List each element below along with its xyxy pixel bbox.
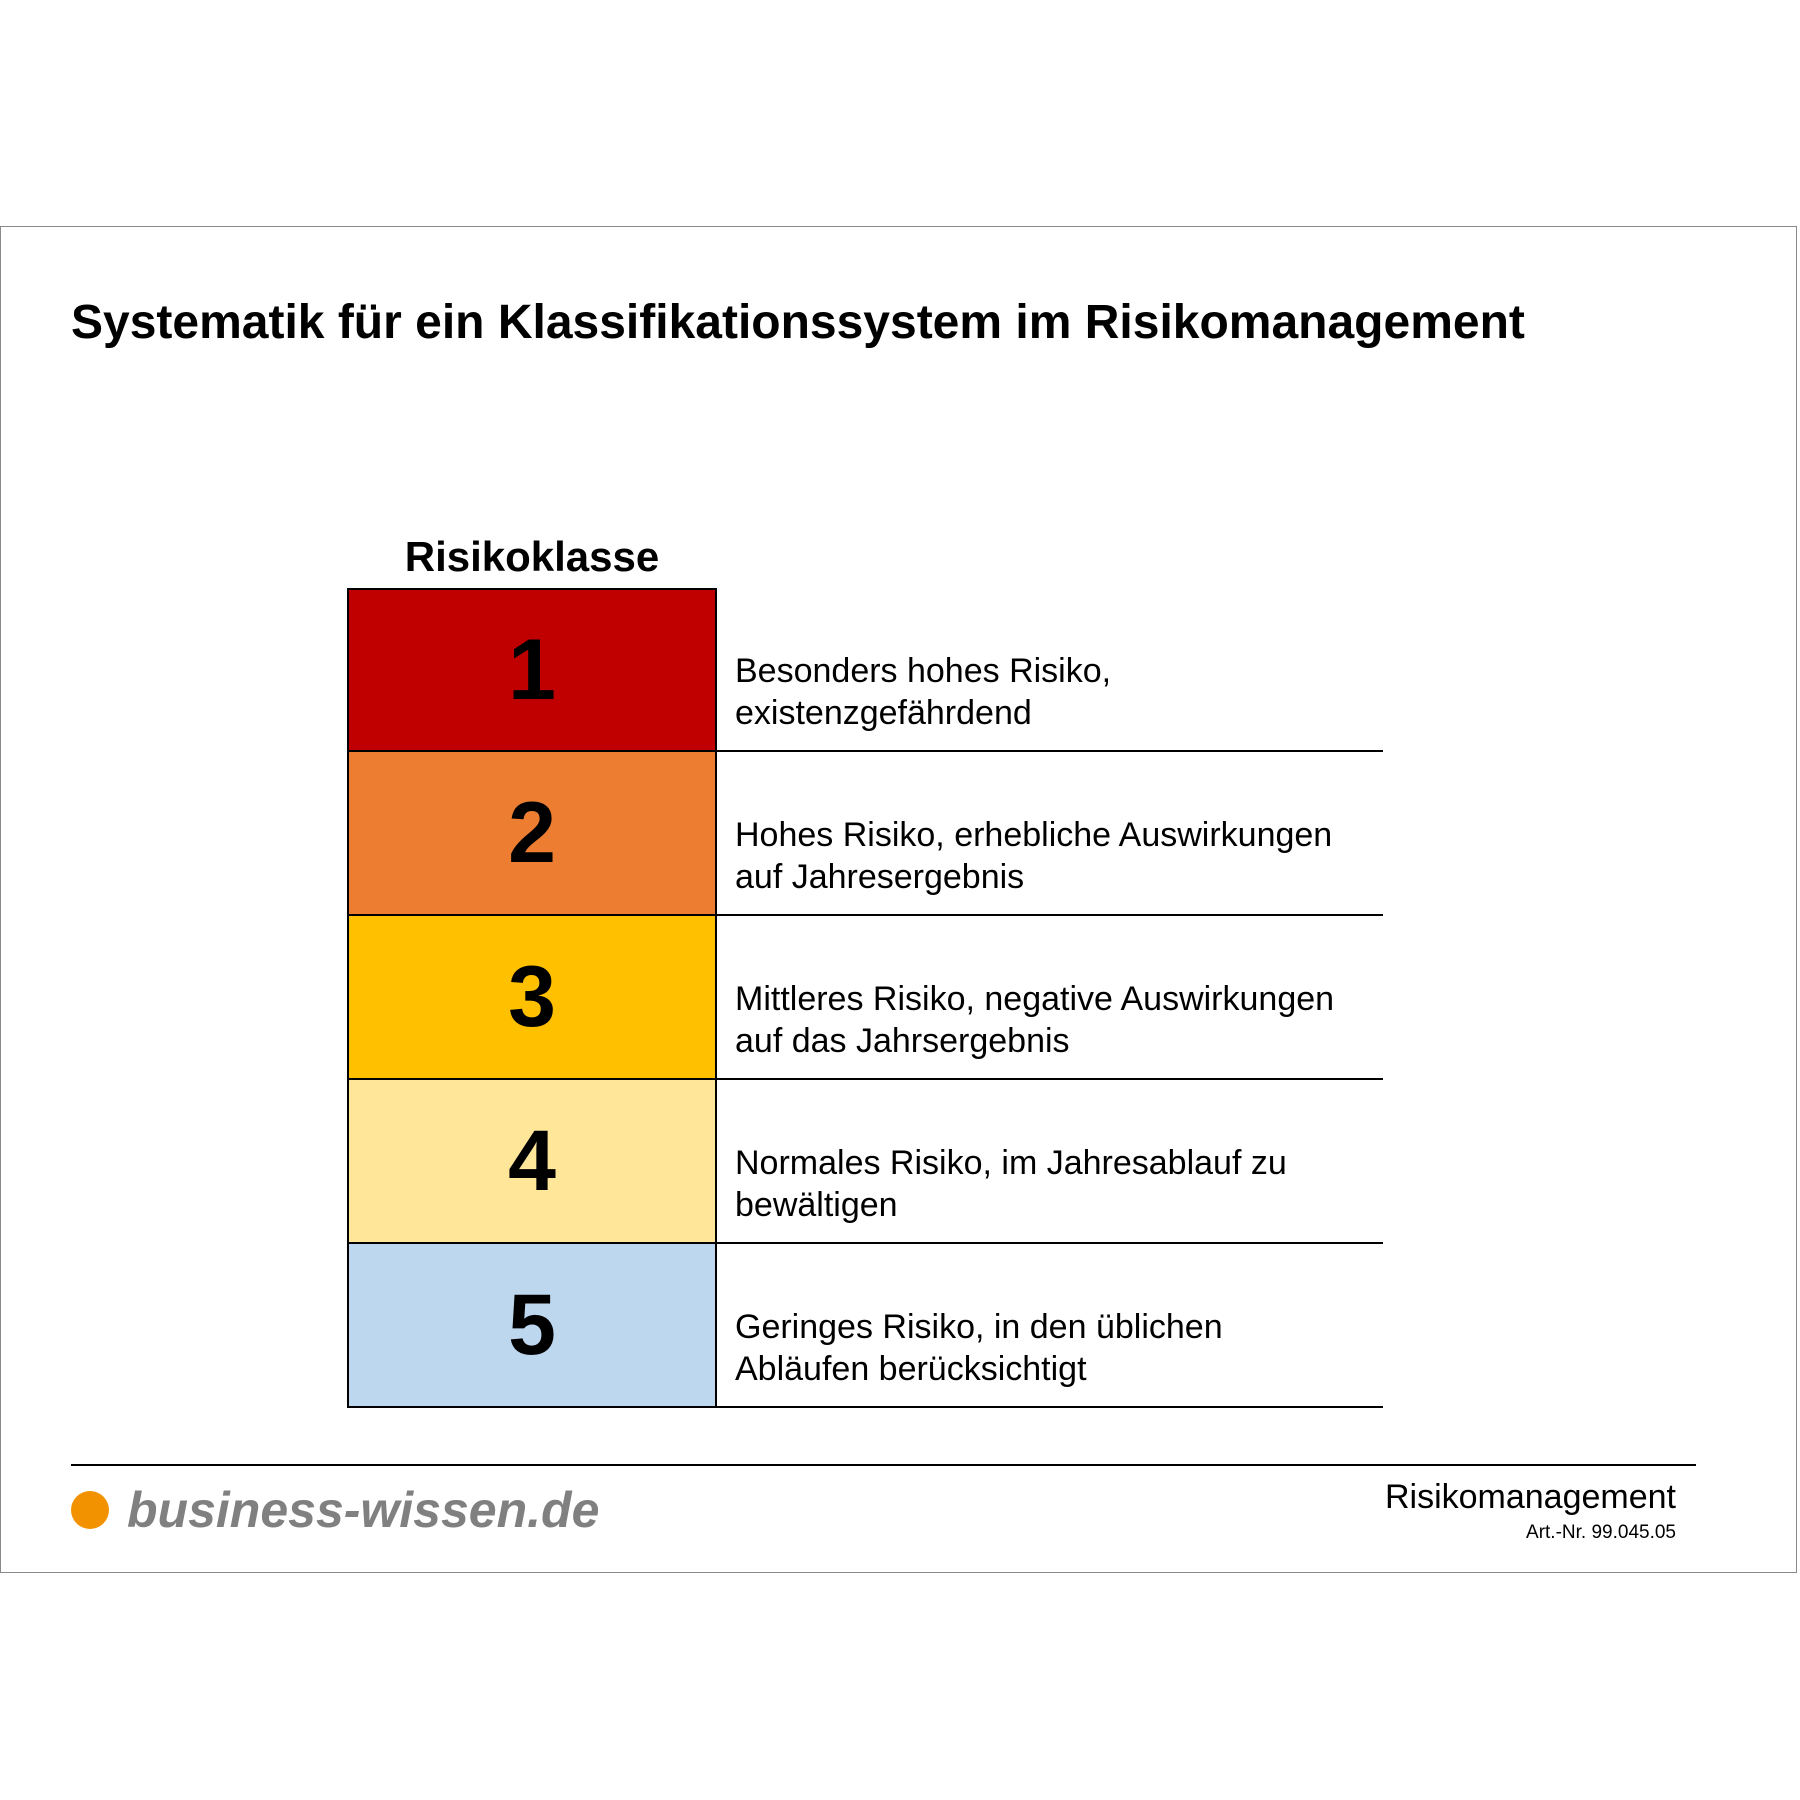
footer-topic: Risikomanagement — [1384, 1478, 1676, 1516]
risk-class-number: 4 — [347, 1080, 717, 1244]
description-line: Geringes Risiko, in den üblichen — [735, 1308, 1223, 1346]
risk-class-table — [347, 588, 1383, 1408]
article-number: Art.-Nr. 99.045.05 — [1526, 1522, 1676, 1543]
column-header: Risikoklasse — [404, 533, 660, 580]
description-line: Hohes Risiko, erhebliche Auswirkungen — [735, 816, 1333, 854]
description-line: Mittleres Risiko, negative Auswirkungen — [735, 980, 1335, 1018]
risk-class-number: 3 — [347, 916, 717, 1080]
risk-class-description — [717, 588, 1383, 752]
risk-class-description — [717, 752, 1383, 916]
description-line: Normales Risiko, im Jahresablauf zu — [735, 1144, 1287, 1182]
description-line: existenzgefährdend — [735, 694, 1032, 732]
slide — [0, 226, 1797, 1573]
description-line: Abläufen berücksichtigt — [735, 1350, 1087, 1388]
brand-dot-icon — [71, 1491, 109, 1529]
risk-class-description — [717, 916, 1383, 1080]
footer-divider — [71, 1464, 1696, 1466]
page-title: Systematik für ein Klassifikationssystem im Risikomanagement — [71, 296, 1525, 349]
risk-row-3 — [347, 916, 1383, 1080]
brand-name: business-wissen.de — [127, 1482, 600, 1538]
risk-row-4 — [347, 1080, 1383, 1244]
risk-class-description — [717, 1244, 1383, 1408]
description-line: bewältigen — [735, 1186, 898, 1224]
risk-class-number: 5 — [347, 1244, 717, 1408]
footer-info — [1385, 1477, 1676, 1545]
risk-row-5 — [347, 1244, 1383, 1408]
description-line: auf Jahresergebnis — [735, 858, 1025, 896]
description-line: Besonders hohes Risiko, — [735, 652, 1112, 690]
risk-class-description — [717, 1080, 1383, 1244]
risk-class-number: 1 — [347, 588, 717, 752]
risk-row-2 — [347, 752, 1383, 916]
brand-logo — [71, 1481, 599, 1539]
description-line: auf das Jahrsergebnis — [735, 1022, 1070, 1060]
risk-class-number: 2 — [347, 752, 717, 916]
risk-row-1 — [347, 588, 1383, 752]
